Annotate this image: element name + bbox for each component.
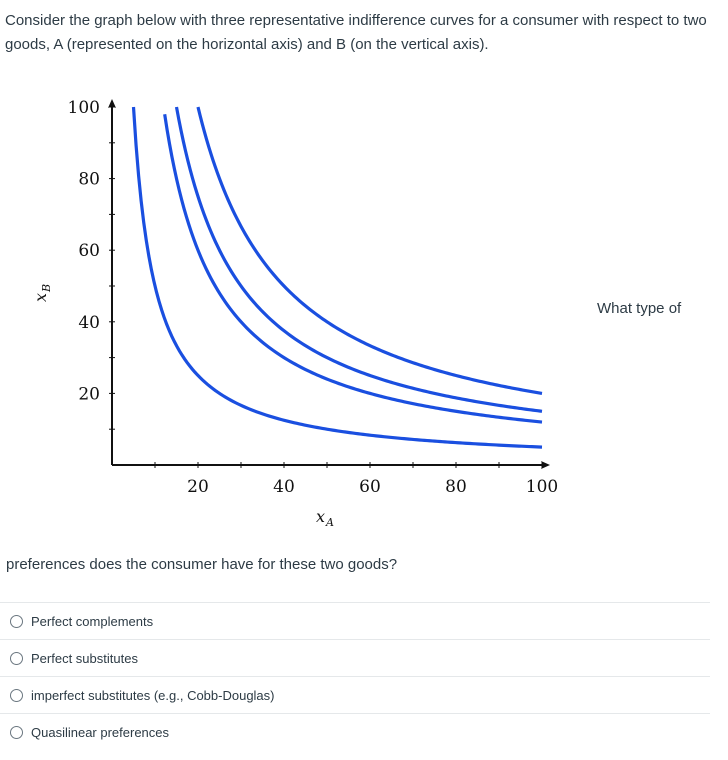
answer-option-perfect-substitutes[interactable] — [0, 639, 710, 676]
y-tick-label: 80 — [78, 169, 100, 190]
y-axis-label: x — [31, 292, 50, 302]
question-text-inline: What type of — [597, 300, 682, 317]
x-tick-label: 40 — [273, 477, 295, 497]
x-tick-label: 80 — [445, 477, 467, 497]
indifference-curve-2 — [165, 114, 542, 422]
indifference-curve-graph — [0, 80, 590, 540]
y-tick-label: 100 — [67, 98, 100, 118]
chart-curves — [134, 107, 543, 447]
radio-button[interactable] — [10, 652, 23, 665]
answer-option-quasilinear[interactable] — [0, 713, 710, 750]
y-axis-label-sub: B — [40, 283, 53, 292]
answer-option-imperfect-substitutes[interactable] — [0, 676, 710, 713]
question-text: Consider the graph below with three representative indifference curves for a consumer with respect to two goods, A (represented on the horizontal axis) and B (on the vertical axis). — [5, 12, 707, 53]
radio-button[interactable] — [10, 615, 23, 628]
answer-option-perfect-complements[interactable] — [0, 602, 710, 639]
y-tick-label: 20 — [78, 384, 100, 405]
answer-list — [0, 602, 710, 750]
answer-label: Quasilinear preferences — [31, 724, 170, 740]
radio-button[interactable] — [10, 689, 23, 702]
question-text-continued: preferences does the consumer have for these two goods? — [6, 556, 398, 573]
y-axis-label-group — [31, 284, 53, 302]
answer-label: Perfect substitutes — [31, 650, 138, 666]
x-axis-label-sub: A — [326, 516, 334, 529]
y-tick-label: 60 — [78, 241, 100, 262]
radio-button[interactable] — [10, 726, 23, 739]
x-tick-label: 100 — [525, 477, 559, 497]
x-axis-label: x — [316, 507, 326, 526]
indifference-curve-1 — [134, 107, 543, 447]
indifference-curve-3 — [177, 107, 543, 411]
x-tick-label: 60 — [359, 477, 381, 497]
chart-axes — [108, 99, 550, 469]
answer-label: imperfect substitutes (e.g., Cobb-Douglas) — [31, 687, 275, 703]
y-tick-label: 40 — [78, 312, 100, 333]
indifference-curve-4 — [198, 107, 542, 393]
answer-label: Perfect complements — [31, 613, 154, 629]
x-tick-label: 20 — [187, 477, 209, 497]
